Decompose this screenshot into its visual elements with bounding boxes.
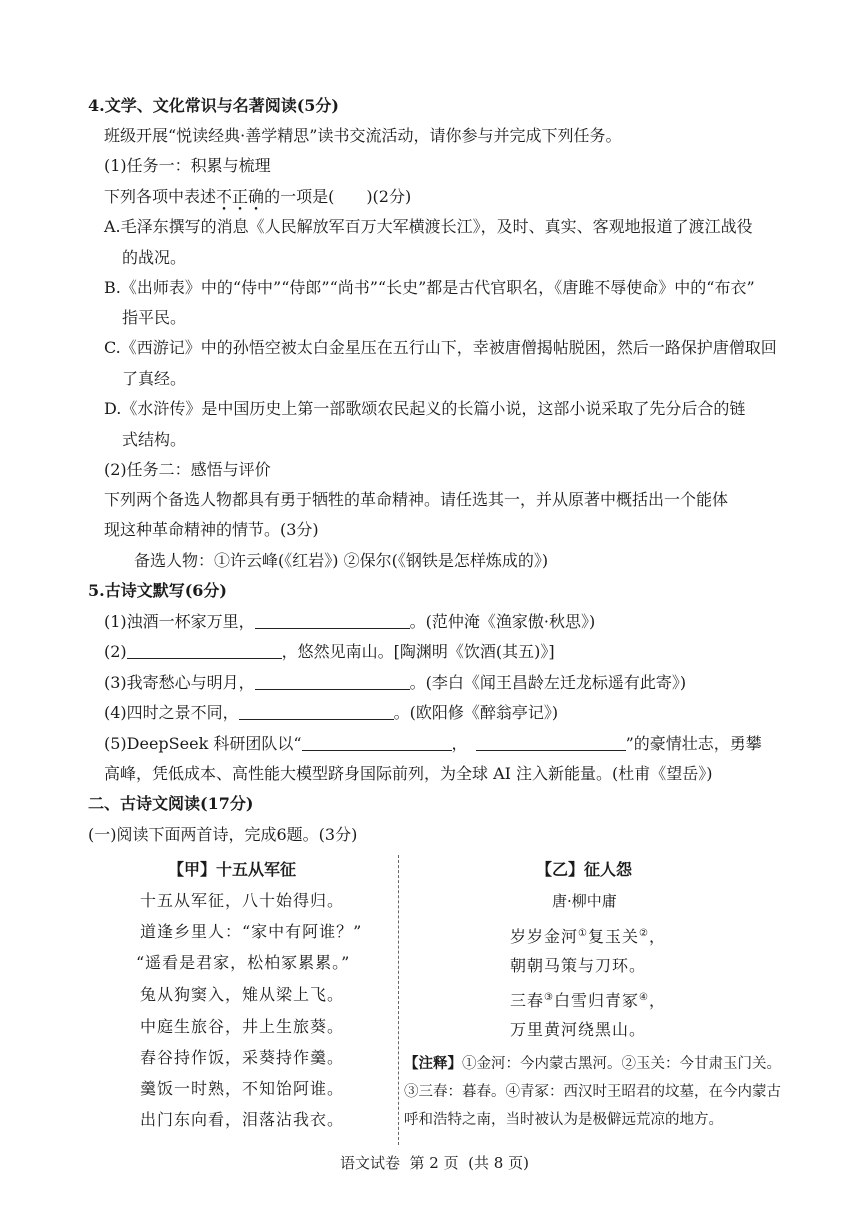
poem-b-line4: 万里黄河绕黑山。 (510, 1020, 647, 1039)
q5-item2-pre: (2) (104, 642, 127, 661)
q4-intro: 班级开展“悦读经典·善学精思”读书交流活动，请你参与并完成下列任务。 (104, 126, 622, 145)
note-marker: ③ (544, 992, 554, 1003)
page-footer: 语文试卷 第 2 页 (共 8 页) (340, 1154, 529, 1172)
poem-b-note1 (404, 1054, 781, 1074)
poem-b-note3: 呼和浩特之南，当时被认为是极僻远荒凉的地方。 (404, 1112, 723, 1128)
q5-item3 (104, 673, 686, 693)
option-a-line2: 的战况。 (122, 248, 187, 267)
poem-b-note2: ③三春：暮春。④青冢：西汉时王昭君的坟墓，在今内蒙古 (404, 1084, 781, 1100)
q5-item3-pre: (3)我寄愁心与明月， (104, 673, 255, 692)
poem-a-title: 【甲】十五从军征 (168, 860, 297, 879)
q5-item1-pre: (1)浊酒一杯家万里， (104, 612, 255, 631)
answer-blank[interactable] (127, 642, 282, 659)
poem-a-line: 十五从军征，八十始得归。 (140, 891, 345, 910)
q4-task2-text2: 现这种革命精神的情节。(3分) (104, 520, 319, 539)
option-b-line2: 指平民。 (122, 308, 187, 327)
answer-blank[interactable] (255, 673, 410, 690)
poem-b-author: 唐·柳中庸 (552, 892, 617, 910)
q5-item5-pre: (5)DeepSeek 科研团队以“ (104, 734, 302, 753)
answer-blank[interactable] (255, 612, 410, 629)
answer-blank[interactable] (476, 734, 626, 751)
q5-item5-line2: 高峰，凭低成本、高性能大模型跻身国际前列，为全球 AI 注入新能量。(杜甫《望岳》) (104, 764, 713, 783)
q5-item3-post: 。(李白《闻王昌龄左迁龙标遥有此寄》) (409, 673, 687, 692)
poem-b-text: ， (648, 991, 666, 1010)
emph-char: 不 (216, 187, 233, 206)
note-marker: ② (639, 928, 649, 939)
poem-b-line1 (510, 924, 666, 947)
option-d-line1: D.《水浒传》是中国历史上第一部歌颂农民起义的长篇小说，这部小说采取了先分后合的链 (104, 399, 746, 418)
q5-item4-post: 。(欧阳修《醉翁亭记》) (393, 703, 559, 722)
q5-item5-mid: ， (451, 734, 468, 753)
q5-item2-post: ，悠然见南山。[陶渊明《饮酒(其五)》] (281, 642, 555, 661)
note-marker: ④ (639, 992, 649, 1003)
option-a-line1: A.毛泽东撰写的消息《人民解放军百万大军横渡长江》，及时、真实、客观地报道了渡江战役 (104, 217, 753, 236)
q4-task2: (2)任务二：感悟与评价 (104, 460, 271, 479)
poem-b-text: 三春 (510, 991, 545, 1010)
stem-post: 的一项是( (264, 187, 335, 206)
poem-a-line: 道逢乡里人：“家中有阿谁？” (140, 922, 363, 941)
note-label: 【注释】 (404, 1055, 462, 1072)
section2-sub: (一)阅读下面两首诗，完成6题。(3分) (88, 825, 358, 844)
emph-char: 正 (232, 187, 249, 206)
q5-title: 5.古诗文默写(6分) (88, 581, 227, 600)
q5-item1-post: 。(范仲淹《渔家傲·秋思》) (409, 612, 596, 631)
q5-item4 (104, 703, 558, 723)
poem-b-line3 (510, 988, 666, 1011)
poem-b-text: 复玉关 (587, 927, 639, 946)
poem-a-line: “遥看是君家，松柏冢累累。” (136, 953, 351, 972)
q4-candidates: 备选人物：①许云峰(《红岩》) ②保尔(《钢铁是怎样炼成的》) (134, 551, 549, 570)
answer-blank[interactable] (239, 703, 394, 720)
q4-stem (104, 187, 411, 207)
answer-blank[interactable] (302, 734, 452, 751)
poem-a-line: 兔从狗窦入，雉从梁上飞。 (140, 985, 345, 1004)
column-divider (398, 855, 399, 1145)
stem-pre: 下列各项中表述 (104, 187, 217, 206)
poem-a-line: 中庭生旅谷，井上生旅葵。 (140, 1017, 345, 1036)
option-b-line1: B.《出师表》中的“侍中”“侍郎”“尚书”“长史”都是古代官职名，《唐雎不辱使命》中的“布衣” (104, 278, 755, 297)
q5-item2 (104, 642, 555, 662)
q5-item4-pre: (4)四时之景不同， (104, 703, 239, 722)
q4-title: 4.文学、文化常识与名著阅读(5分) (88, 96, 339, 115)
stem-end: )(2分) (366, 187, 412, 206)
q4-task2-text1: 下列两个备选人物都具有勇于牺牲的革命精神。请任选其一，并从原著中概括出一个能体 (104, 490, 729, 509)
poem-b-text: ， (648, 927, 666, 946)
q4-task1: (1)任务一：积累与梳理 (104, 156, 271, 175)
option-c-line1: C.《西游记》中的孙悟空被太白金星压在五行山下，幸被唐僧揭帖脱困，然后一路保护唐僧取回 (104, 338, 777, 357)
q5-item5 (104, 734, 762, 754)
note-text: ①金河：今内蒙古黑河。②玉关：今甘肃玉门关。 (462, 1056, 781, 1072)
poem-b-text: 白雪归青冢 (553, 991, 639, 1010)
note-marker: ① (578, 928, 588, 939)
poem-b-text: 岁岁金河 (510, 927, 579, 946)
poem-b-title: 【乙】征人怨 (536, 860, 633, 879)
option-d-line2: 式结构。 (122, 430, 187, 449)
poem-a-line: 羹饭一时熟，不知饴阿谁。 (140, 1079, 345, 1098)
q5-item1 (104, 612, 595, 632)
poem-a-line: 舂谷持作饭，采葵持作羹。 (140, 1048, 345, 1067)
poem-a-line: 出门东向看，泪落沾我衣。 (140, 1110, 345, 1129)
section2-title: 二、古诗文阅读(17分) (88, 794, 254, 813)
q5-item5-post: ”的豪情壮志，勇攀 (625, 734, 762, 753)
emph-char: 确 (248, 187, 265, 206)
option-c-line2: 了真经。 (122, 369, 187, 388)
poem-b-line2: 朝朝马策与刀环。 (510, 956, 647, 975)
